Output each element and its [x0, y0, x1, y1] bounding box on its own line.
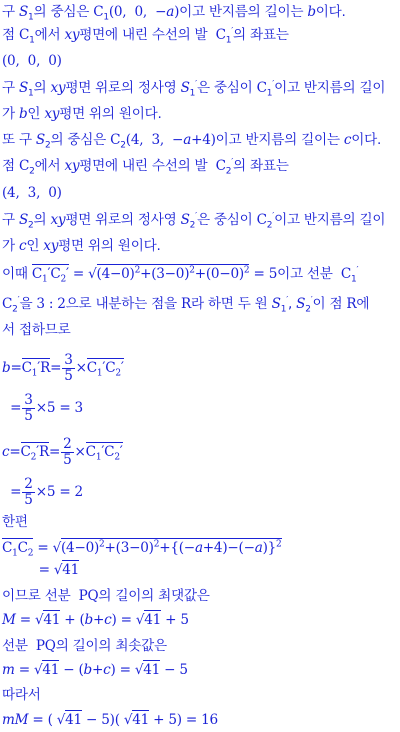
line-17: = $\frac{2}{5}$ ×5 = 2 [2, 475, 83, 508]
line-18: 한편 [2, 514, 28, 530]
line-15: = $\frac{3}{5}$ ×5 = 3 [2, 391, 83, 424]
line-1: 구 $S_1$의 중심은 $C_1(0$, 0, −a)이고 반지름의 길이는 b이다. [2, 4, 346, 23]
line-10: 가 c인 xy평면 위의 원이다. [2, 238, 161, 254]
line-25: 따라서 [2, 687, 41, 703]
line-3: (0, 0, 0) [2, 53, 62, 69]
line-26: mM = ( √41 − 5)( √41 + 5) = 16 [2, 712, 218, 728]
line-6: 또 구 $S_2$의 중심은 $C_2(4$, 3, −a+4)이고 반지름의 길이는 c이다. [2, 132, 382, 151]
line-21: 이므로 선분 PQ의 길이의 최댓값은 [2, 588, 210, 604]
line-8: (4, 3, 0) [2, 185, 62, 201]
line-5: 가 b인 xy평면 위의 원이다. [2, 106, 162, 122]
line-20: = √41 [2, 562, 80, 578]
line-19: $C_1C_2 = √(4-0)^2+(3-0)^2+\{(-a+4)-(-a)\}^2$ [2, 539, 282, 559]
line-7: 점 $C_2$에서 xy평면에 내린 수선의 발 $C_2'$의 좌표는 [2, 157, 289, 177]
line-9: 구 $S_2$의 xy평면 위로의 정사영 $S_2'$은 중심이 $C_2'$이고 반지름의 길이 [2, 211, 386, 231]
line-13: 서 접하므로 [2, 322, 71, 338]
line-14: $b=C_1'R=$ $\frac{3}{5}$ $\times C_1'C_2'$ [2, 351, 124, 384]
line-2: 점 $C_1$에서 xy평면에 내린 수선의 발 $C_1'$의 좌표는 [2, 26, 289, 46]
line-11: 이때 $C_1'C_2' = √(4-0)^2+(3-0)^2+(0-0)^2 = 5$이고 선분 $C_1'$ [2, 265, 359, 285]
line-23: 선분 PQ의 길이의 최솟값은 [2, 638, 167, 654]
line-22: M = √41 + (b+c) = √41 + 5 [2, 612, 189, 628]
line-16: $c=C_2'R=$ $\frac{2}{5}$ $\times C_1'C_2'$ [2, 435, 123, 468]
line-4: 구 $S_1$의 xy평면 위로의 정사영 $S_1'$은 중심이 $C_1'$이고 반지름의 길이 [2, 79, 386, 99]
line-12: $C_2'$을 3 : 2으로 내분하는 점을 R라 하면 두 원 $S_1'$, $S_2'$이 점 R에 [2, 295, 370, 315]
line-24: m = √41 − (b+c) = √41 − 5 [2, 662, 188, 678]
